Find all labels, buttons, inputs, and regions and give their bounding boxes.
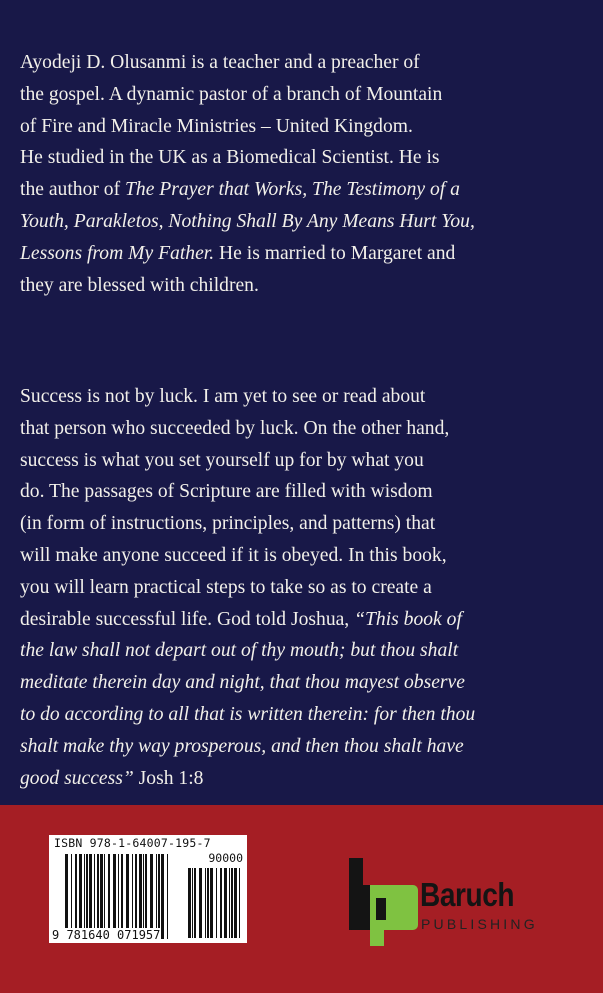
text-line [20, 179, 460, 201]
text-line [20, 481, 433, 503]
italic-text: The Prayer that Works, The Testimony of a [125, 179, 460, 201]
barcode-bar [239, 868, 240, 938]
barcode-bar [220, 868, 222, 938]
text-segment: will make anyone succeed if it is obeyed. In this book, [20, 545, 447, 566]
text-line [20, 450, 424, 472]
barcode-bar [139, 854, 142, 939]
barcode-bar [121, 854, 123, 939]
text-line [20, 704, 475, 726]
isbn-barcode [49, 835, 247, 943]
barcode-bar [210, 868, 213, 938]
barcode-bar [205, 868, 206, 938]
text-line [20, 243, 455, 265]
text-segment: Success is not by luck. I am yet to see or read about [20, 386, 426, 407]
text-segment: the gospel. A dynamic pastor of a branch of Mountain [20, 83, 443, 105]
text-line [20, 640, 458, 662]
text-segment: Josh 1:8 [133, 767, 204, 789]
italic-text: Youth, Parakletos, Nothing Shall By Any Means Hurt You, [20, 211, 475, 232]
barcode-bar [118, 854, 119, 939]
text-segment: the author of [20, 179, 126, 201]
text-line [20, 672, 465, 694]
text-segment: (in form of instructions, principles, and patterns) that [20, 513, 436, 535]
text-line [20, 116, 413, 138]
italic-text: the law shall not depart out of thy mouth; but thou shalt [20, 640, 459, 662]
barcode-bar [104, 854, 105, 939]
barcode-bar [135, 854, 137, 939]
text-segment: He is married to Margaret and [214, 242, 456, 264]
italic-text: shalt make thy way prosperous, and then thou shalt have [20, 735, 464, 757]
barcode-bar [216, 868, 217, 938]
barcode-bar [192, 868, 193, 938]
text-line [20, 275, 259, 297]
barcode-bar [86, 854, 88, 939]
text-segment: of Fire and Miracle Ministries – United Kingdom. [20, 115, 413, 137]
barcode-bar [132, 854, 133, 939]
barcode-bar [75, 854, 77, 939]
barcode-bar [224, 868, 227, 938]
barcode-bar [113, 854, 116, 939]
text-segment: they are blessed with children. [20, 274, 259, 296]
barcode-bar [231, 868, 233, 938]
barcode-bar [71, 854, 72, 939]
barcode-bar [100, 854, 103, 939]
text-line [20, 147, 440, 169]
text-line [20, 84, 442, 106]
text-segment: do. The passages of Scripture are filled with wisdom [20, 481, 433, 503]
text-line [20, 609, 462, 631]
barcode-bar [207, 868, 209, 938]
barcode-bar [94, 854, 95, 939]
text-segment: Ayodeji D. Olusanmi is a teacher and a preacher of [20, 52, 420, 73]
barcode-bar [229, 868, 230, 938]
text-line [20, 513, 435, 535]
barcode-bar [199, 868, 202, 938]
italic-text: “This book of [354, 608, 462, 630]
text-line [20, 768, 203, 790]
price-code: 90000 [208, 851, 243, 865]
barcode-digits: 9 781640 071957 [52, 928, 161, 942]
barcode-bar [167, 854, 168, 939]
barcode-bar [89, 854, 92, 939]
text-line [20, 386, 425, 408]
barcode-bar [188, 868, 191, 938]
barcode-bar [156, 854, 157, 939]
barcode-bar [65, 854, 68, 939]
italic-text: good success” [20, 767, 134, 789]
barcode-bar [234, 868, 237, 938]
barcode-bar [150, 854, 153, 939]
barcode-bar [158, 854, 160, 939]
barcode-bar [145, 854, 147, 939]
barcode-bar [79, 854, 82, 939]
publisher-logo [348, 858, 548, 946]
barcode-bar [194, 868, 196, 938]
barcode-bars-addon [188, 868, 243, 938]
barcode-bar [84, 854, 85, 939]
text-segment: success is what you set yourself up for by what you [20, 449, 424, 471]
italic-text: to do according to all that is written therein: for then thou [20, 704, 476, 725]
barcode-bar [143, 854, 144, 939]
text-line [20, 736, 464, 758]
barcode-bar [108, 854, 110, 939]
barcode-bar [126, 854, 129, 939]
text-line [20, 418, 449, 440]
text-segment: you will learn practical steps to take so as to create a [20, 576, 432, 598]
text-line [20, 211, 475, 233]
publisher-subtitle: PUBLISHING [421, 916, 538, 932]
text-segment: desirable successful life. God told Joshua, [20, 608, 355, 630]
text-line [20, 577, 432, 599]
text-segment: He studied in the UK as a Biomedical Scientist. He is [20, 147, 440, 169]
bp-logo-icon [348, 858, 420, 946]
barcode-bars-main [65, 854, 173, 939]
italic-text: Lessons from My Father. [20, 242, 215, 264]
italic-text: meditate therein day and night, that thou mayest observe [20, 672, 465, 694]
text-line [20, 545, 447, 567]
publisher-name: Baruch [420, 876, 515, 913]
text-segment: that person who succeeded by luck. On the other hand, [20, 417, 450, 439]
isbn-text: ISBN 978-1-64007-195-7 [54, 836, 211, 850]
barcode-bar [97, 854, 99, 939]
barcode-bar [161, 854, 164, 939]
text-line [20, 52, 420, 74]
